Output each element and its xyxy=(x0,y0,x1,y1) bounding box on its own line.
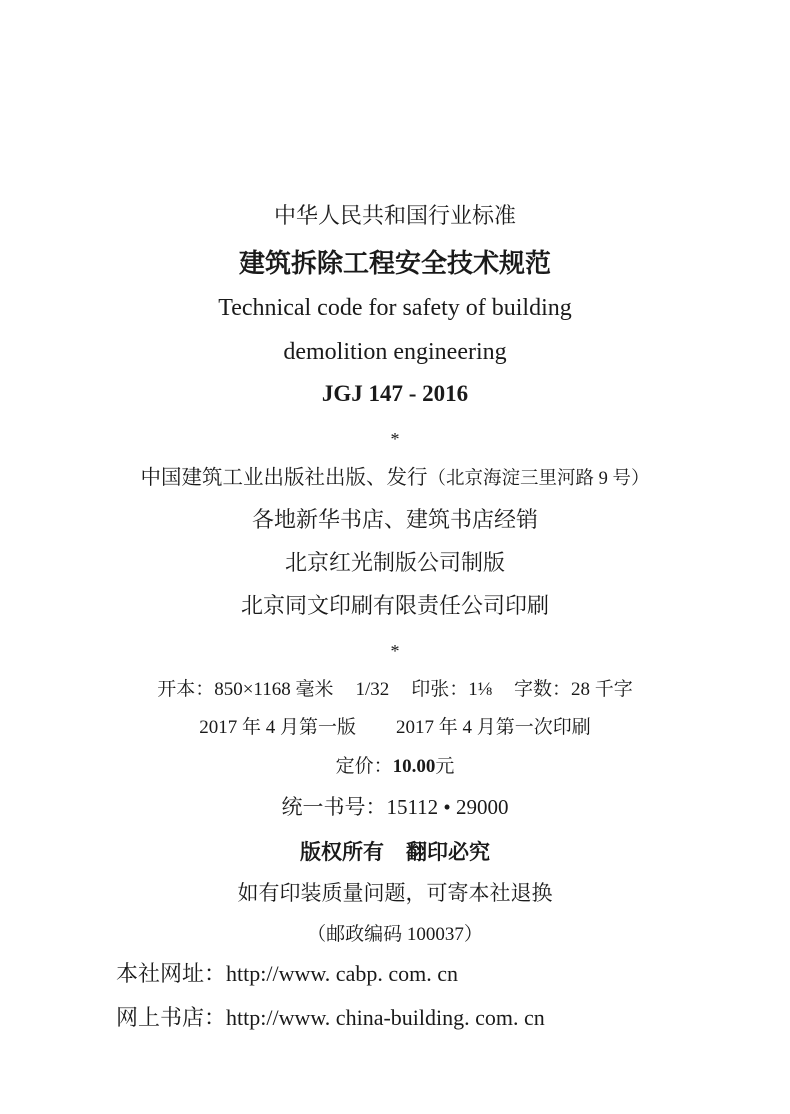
format-line xyxy=(0,680,790,699)
online-store-url[interactable]: http://www. china-building. com. cn xyxy=(226,1005,545,1030)
title-chinese: 建筑拆除工程安全技术规范 xyxy=(238,249,551,279)
format-fold: 1/32 xyxy=(355,679,390,700)
online-store-line xyxy=(116,1007,545,1029)
title-english-line-1: Technical code for safety of building xyxy=(218,295,572,321)
format-size: 开本：850×1168 毫米 xyxy=(157,679,334,700)
separator-star: * xyxy=(390,429,400,449)
publisher: 中国建筑工业出版社出版、发行 xyxy=(140,467,428,489)
edition-line xyxy=(0,718,790,737)
standard-code: JGJ 147 - 2016 xyxy=(321,381,469,406)
printer: 北京同文印刷有限责任公司印刷 xyxy=(240,594,549,619)
price-value: 10.00 xyxy=(392,756,436,777)
website-url[interactable]: http://www. cabp. com. cn xyxy=(226,961,458,986)
format-words: 字数：28 千字 xyxy=(514,679,633,700)
rights-reserved: 版权所有 xyxy=(300,840,384,864)
publisher-line xyxy=(0,468,790,489)
rights-line xyxy=(0,842,790,863)
plate-maker: 北京红光制版公司制版 xyxy=(284,551,505,576)
first-print: 2017 年 4 月第一次印刷 xyxy=(396,717,591,738)
postcode: （邮政编码 100037） xyxy=(307,924,483,945)
return-notice: 如有印装质量问题，可寄本社退换 xyxy=(237,881,553,905)
distributor: 各地新华书店、建筑书店经销 xyxy=(251,508,538,533)
publisher-address: （北京海淀三里河路 9 号） xyxy=(427,469,650,489)
price-label: 定价： xyxy=(335,756,393,777)
no-reprint: 翻印必究 xyxy=(406,840,490,864)
unified-book-number: 统一书号：15112 • 29000 xyxy=(281,795,509,819)
title-english-line-2: demolition engineering xyxy=(283,339,507,365)
format-sheets: 印张：1⅛ xyxy=(411,679,493,700)
website-label: 本社网址： xyxy=(116,961,227,986)
website-line xyxy=(116,963,458,985)
separator-star: * xyxy=(390,641,400,661)
price-unit: 元 xyxy=(435,756,455,777)
first-edition: 2017 年 4 月第一版 xyxy=(199,717,356,738)
price-line xyxy=(0,757,790,776)
online-store-label: 网上书店： xyxy=(116,1005,227,1030)
standard-series: 中华人民共和国行业标准 xyxy=(273,204,516,229)
